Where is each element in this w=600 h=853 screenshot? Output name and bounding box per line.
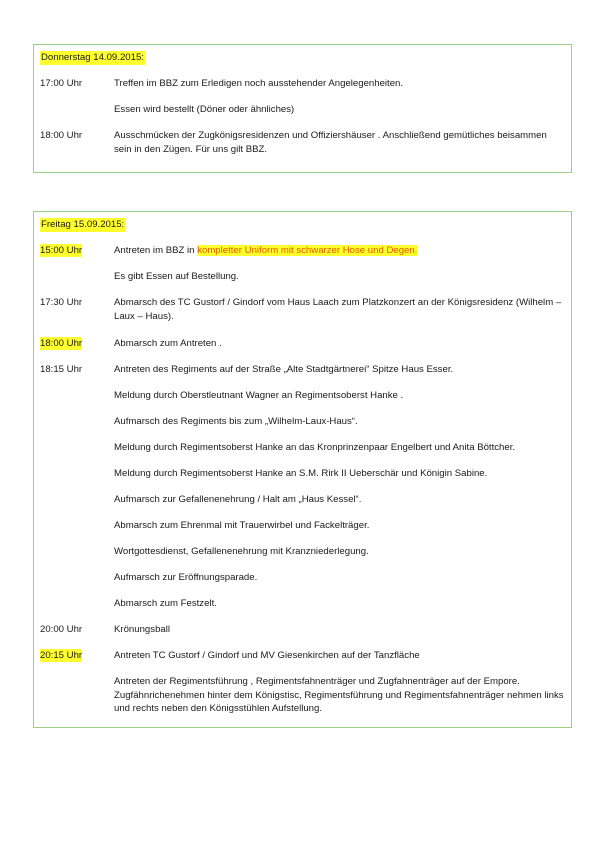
entry-text: Treffen im BBZ zum Erledigen noch ausstehender Angelegenheiten. bbox=[114, 78, 404, 89]
entry-text-pre: Antreten im BBZ in bbox=[114, 245, 198, 256]
entry-text: Antreten TC Gustorf / Gindorf und MV Giesenkirchen auf der Tanzfläche bbox=[114, 650, 420, 661]
entry-text: Ausschmücken der Zugkönigsresidenzen und Offiziershäuser . Anschließend gemütliches beisammen sein in den Zügen. Für uns gilt BBZ. bbox=[114, 130, 547, 155]
entry-text: Antreten des Regiments auf der Straße „Alte Stadtgärtnerei“ Spitze Haus Esser. bbox=[114, 364, 454, 375]
entry-time: 20:00 Uhr bbox=[40, 624, 83, 635]
entry-text: Abmarsch des TC Gustorf / Gindorf vom Haus Laach zum Platzkonzert an der Königsresidenz (Wilhelm – Laux – Haus). bbox=[114, 297, 562, 322]
entry-text: Abmarsch zum Antreten . bbox=[114, 338, 222, 349]
entry-text: Abmarsch zum Ehrenmal mit Trauerwirbel und Fackelträger. bbox=[114, 520, 370, 531]
entry-text: Meldung durch Regimentsoberst Hanke an das Kronprinzenpaar Engelbert und Anita Böttcher. bbox=[114, 442, 516, 453]
entry-text bbox=[114, 244, 564, 258]
entry-text: Aufmarsch zur Eröffnungsparade. bbox=[114, 572, 258, 583]
entry-time: 17:00 Uhr bbox=[40, 78, 83, 89]
day-section-friday bbox=[33, 211, 572, 728]
entry-text: Antreten der Regimentsführung , Regimentsfahnenträger und Zugfahnenträger auf der Empore. Zugfähnrichenehmen hinter dem Königstisc, Regimentsführung und Regimentsfahnenträger nehmen links und rechts neben den Königsstühlen Aufstellung. bbox=[114, 676, 564, 714]
entry-text: Abmarsch zum Festzelt. bbox=[114, 598, 217, 609]
day-section-thursday bbox=[33, 44, 572, 173]
entry-time: 20:15 Uhr bbox=[40, 650, 83, 661]
entry-text-highlight: kompletter Uniform mit schwarzer Hose und Degen. bbox=[197, 245, 418, 256]
day-title: Freitag 15.09.2015: bbox=[41, 219, 125, 230]
entry-text: Wortgottesdienst, Gefallenenehrung mit Kranzniederlegung. bbox=[114, 546, 369, 557]
entry-text: Es gibt Essen auf Bestellung. bbox=[114, 271, 239, 282]
entry-time: 15:00 Uhr bbox=[40, 245, 83, 256]
entry-time: 17:30 Uhr bbox=[40, 297, 83, 308]
entry-text: Aufmarsch des Regiments bis zum „Wilhelm-Laux-Haus“. bbox=[114, 416, 358, 427]
entry-text: Aufmarsch zur Gefallenenehrung / Halt am „Haus Kessel“. bbox=[114, 494, 362, 505]
entry-time: 18:00 Uhr bbox=[40, 130, 83, 141]
entry-text: Meldung durch Regimentsoberst Hanke an S.M. Rirk II Ueberschär und Königin Sabine. bbox=[114, 468, 488, 479]
day-title: Donnerstag 14.09.2015: bbox=[41, 52, 144, 63]
entry-text: Essen wird bestellt (Döner oder ähnliches) bbox=[114, 104, 295, 115]
entry-time: 18:00 Uhr bbox=[40, 338, 83, 349]
entry-time: 18:15 Uhr bbox=[40, 364, 83, 375]
entry-text: Krönungsball bbox=[114, 624, 171, 635]
entry-text: Meldung durch Oberstleutnant Wagner an Regimentsoberst Hanke . bbox=[114, 390, 404, 401]
